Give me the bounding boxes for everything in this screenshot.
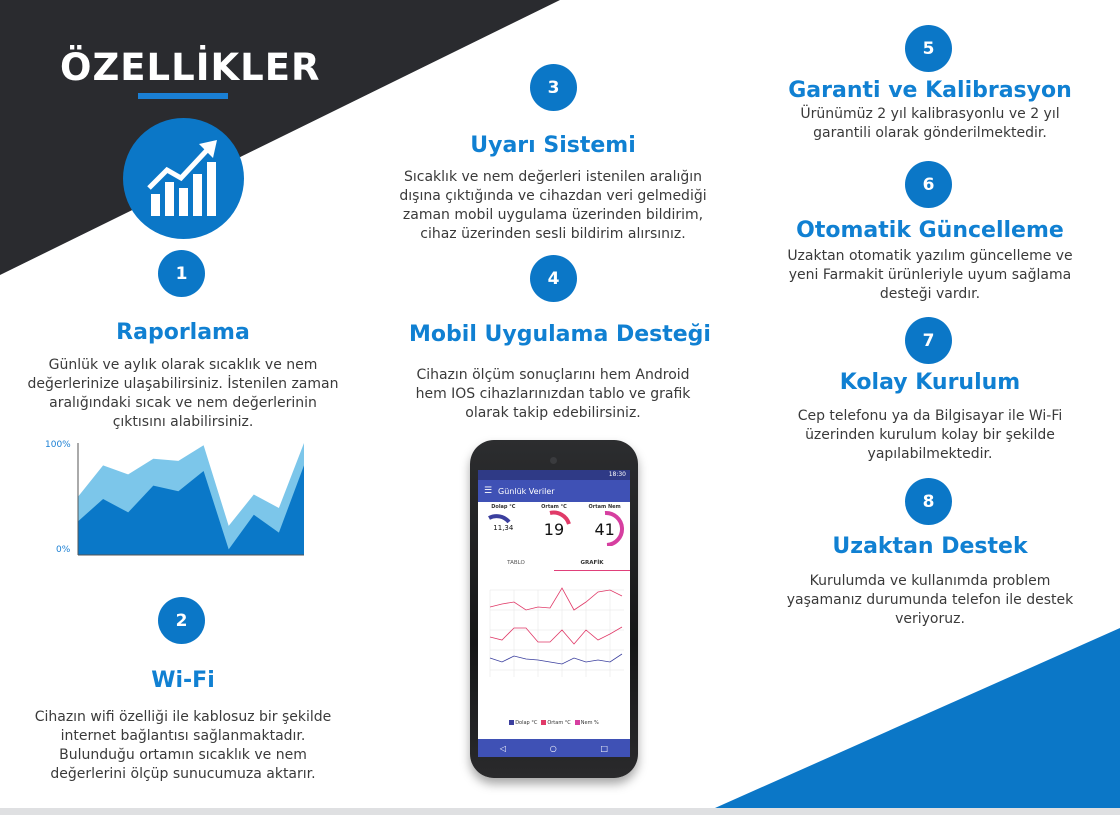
menu-icon[interactable]: ☰ <box>483 486 493 496</box>
feature-4-title: Mobil Uygulama Desteği <box>409 322 711 347</box>
page-title: ÖZELLİKLER <box>60 46 321 89</box>
feature-8-number: 8 <box>905 478 952 525</box>
feature-7-desc: Cep telefonu ya da Bilgisayar ile Wi-Fi üzerinden kurulum kolay bir şekilde yapılabilmektedir. <box>797 408 1063 462</box>
feature-6-number: 6 <box>905 161 952 208</box>
feature-1-desc: Günlük ve aylık olarak sıcaklık ve nem değerlerinize ulaşabilirsiniz. İstenilen zaman aralığındaki sıcak ve nem değerlerinin çıktısını alabilirsiniz. <box>27 357 339 430</box>
feature-5-number: 5 <box>905 25 952 72</box>
report-area-chart <box>40 435 310 560</box>
recents-icon[interactable]: □ <box>600 743 609 753</box>
feature-3-title: Uyarı Sistemi <box>470 133 636 158</box>
phone-line-chart <box>484 582 626 706</box>
growth-chart-icon <box>145 136 223 220</box>
feature-6-desc: Uzaktan otomatik yazılım güncelleme ve yeni Farmakit ürünleriyle uyum sağlama desteği vardır. <box>787 248 1073 302</box>
tab-tablo[interactable]: TABLO <box>507 560 525 566</box>
camera-dot <box>550 457 557 464</box>
gauge-label: Ortam °C <box>541 504 567 510</box>
feature-3-number: 3 <box>530 64 577 111</box>
feature-3-desc: Sıcaklık ve nem değerleri istenilen aralığın dışına çıktığında ve cihazdan veri gelmediği zaman mobil uygulama üzerinden bildirim, cihaz üzerinden sesli bildirim alırsınız. <box>399 169 707 242</box>
gauge-dolap <box>479 504 527 550</box>
feature-2-title: Wi-Fi <box>151 668 215 693</box>
bottom-strip <box>0 808 1120 815</box>
feature-4-number: 4 <box>530 255 577 302</box>
home-icon[interactable]: ○ <box>549 743 557 753</box>
gauge-nem <box>581 504 629 550</box>
feature-5-desc: Ürünümüz 2 yıl kalibrasyonlu ve 2 yıl garantili olarak gönderilmektedir. <box>800 106 1060 141</box>
feature-1-number: 1 <box>158 250 205 297</box>
feature-5-title: Garanti ve Kalibrasyon <box>788 78 1072 103</box>
gauge-ortam <box>530 504 578 550</box>
phone-mockup <box>470 440 638 778</box>
gauges-row <box>478 504 630 550</box>
status-time: 18:30 <box>608 471 626 478</box>
legend-dolap: Dolap °C <box>509 720 537 726</box>
title-underline <box>138 93 228 99</box>
gauge-label: Dolap °C <box>491 504 516 510</box>
feature-6-title: Otomatik Güncelleme <box>796 218 1064 243</box>
feature-1-title: Raporlama <box>116 320 250 345</box>
feature-2-desc: Cihazın wifi özelliği ile kablosuz bir şekilde internet bağlantısı sağlanmaktadır. Bulunduğu ortamın sıcaklık ve nem değerlerini ölçüp sunucumuza aktarır. <box>34 709 332 782</box>
y-max-label: 100% <box>45 440 71 450</box>
feature-2-number: 2 <box>158 597 205 644</box>
app-bar <box>478 480 630 502</box>
status-bar <box>478 470 630 480</box>
phone-screen <box>478 470 630 757</box>
gauge-value: 41 <box>594 520 615 539</box>
chart-legend <box>478 720 630 726</box>
hero-badge <box>123 118 244 239</box>
feature-8-title: Uzaktan Destek <box>832 534 1028 559</box>
phone-tabs <box>478 556 630 571</box>
feature-7-title: Kolay Kurulum <box>839 370 1021 395</box>
feature-7-number: 7 <box>905 317 952 364</box>
android-nav-bar <box>478 739 630 757</box>
app-title: Günlük Veriler <box>498 486 555 496</box>
legend-ortam: Ortam °C <box>541 720 570 726</box>
y-min-label: 0% <box>56 545 71 555</box>
back-icon[interactable]: ◁ <box>499 743 507 753</box>
legend-nem: Nem % <box>575 720 599 726</box>
gauge-label: Ortam Nem <box>588 504 621 510</box>
feature-4-desc: Cihazın ölçüm sonuçlarını hem Android hem IOS cihazlarınızdan tablo ve grafik olarak takip edebilirsiniz. <box>415 367 691 421</box>
gauge-value: 19 <box>543 520 565 539</box>
tab-grafik[interactable]: GRAFİK <box>554 556 630 571</box>
feature-8-desc: Kurulumda ve kullanımda problem yaşamanız durumunda telefon ile destek veriyoruz. <box>786 573 1074 627</box>
gauge-value: 11,34 <box>493 524 514 532</box>
